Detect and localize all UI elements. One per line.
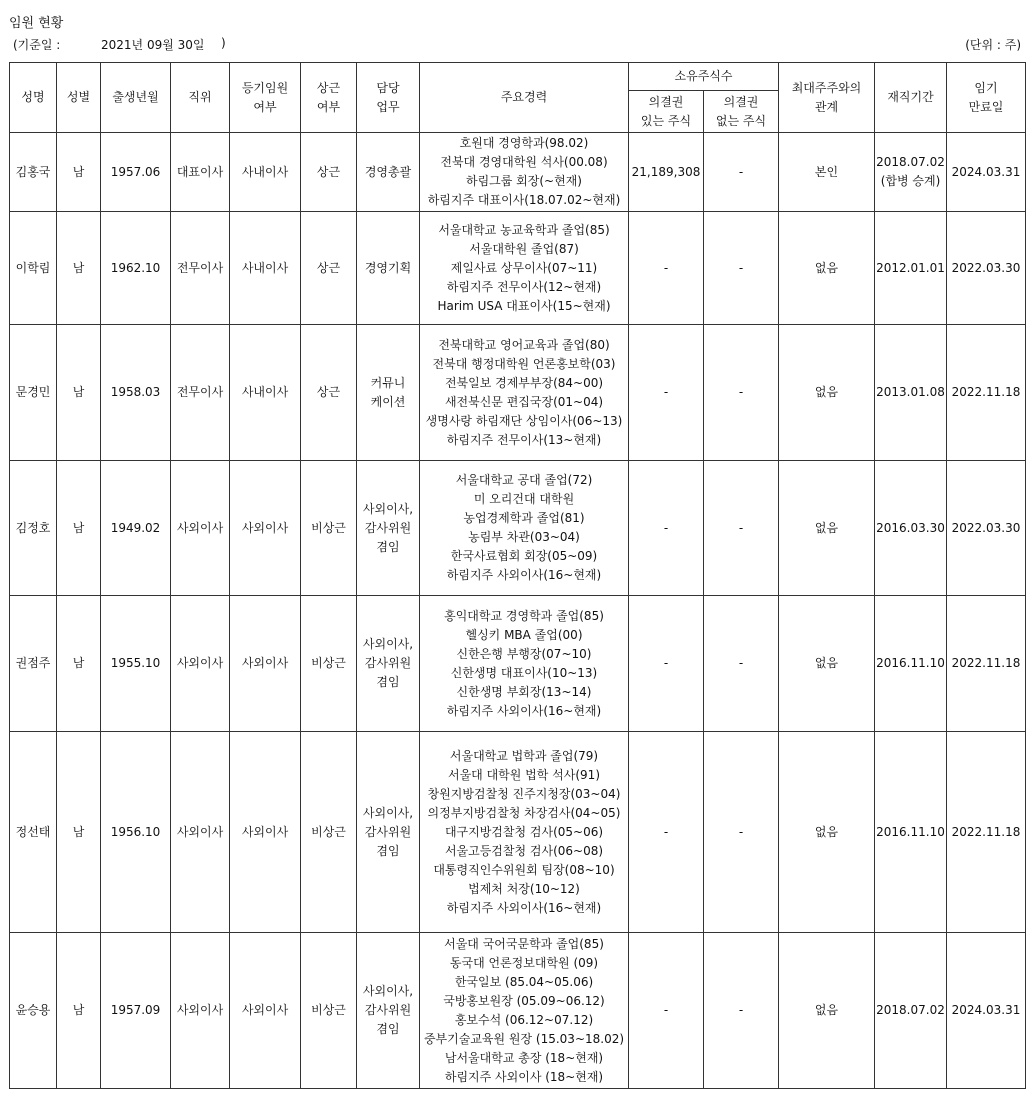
cell-career-line: 서울대학교 공대 졸업(72) — [455, 473, 593, 487]
cell-gender: 남 — [57, 732, 101, 933]
cell-registered: 사내이사 — [230, 325, 301, 461]
cell-career-line: 전북대 행정대학원 언론홍보학(03) — [432, 356, 616, 371]
cell-duty-line: 사외이사, — [362, 501, 414, 516]
basis-date: 2021년 09월 30일 — [101, 38, 205, 52]
cell-birth: 1962.10 — [101, 212, 171, 325]
cell-fulltime: 비상근 — [301, 732, 357, 933]
cell-nonvoting-shares: - — [704, 325, 779, 461]
table-row — [10, 933, 1026, 1089]
cell-career-line: 생명사랑 하림재단 상임이사(06~13) — [425, 413, 623, 428]
cell-career-line: 서울고등검찰청 검사(06~08) — [444, 843, 604, 858]
cell-nonvoting-shares: - — [704, 933, 779, 1089]
cell-term-end: 2022.03.30 — [947, 461, 1026, 596]
cell-voting-shares: - — [629, 732, 704, 933]
cell-registered: 사외이사 — [230, 596, 301, 732]
cell-career — [420, 212, 629, 325]
cell-career-line: 농림부 차관(03~04) — [468, 530, 580, 544]
cell-career-line: 하림그룹 회장(~현재) — [466, 174, 582, 188]
cell-nonvoting-shares: - — [704, 461, 779, 596]
cell-career — [420, 732, 629, 933]
cell-tenure — [875, 732, 947, 933]
basis-close: ) — [221, 36, 226, 50]
header-nonvoting-shares: 의결권 없는 주식 — [704, 91, 779, 133]
cell-position: 전무이사 — [171, 212, 230, 325]
cell-career — [420, 133, 629, 212]
cell-duty-line: 감사위원 — [364, 520, 412, 535]
cell-career — [420, 461, 629, 596]
table-row — [10, 596, 1026, 732]
cell-gender: 남 — [57, 461, 101, 596]
cell-tenure-line: 2012.01.01 — [876, 260, 945, 275]
cell-career-line: 의정부지방검찰청 차장검사(04~05) — [427, 805, 621, 820]
header-registered: 등기임원 여부 — [230, 63, 301, 133]
cell-career-line: 서울대 대학원 법학 석사(91) — [448, 767, 600, 782]
cell-registered: 사내이사 — [230, 133, 301, 212]
header-shares: 소유주식수 — [629, 63, 779, 91]
cell-career-line: 동국대 언론정보대학원 (09) — [449, 955, 599, 970]
cell-career-line: 한국일보 (85.04~05.06) — [454, 974, 594, 989]
executives-table — [9, 62, 1026, 1089]
cell-duty-line: 케이션 — [370, 394, 406, 409]
cell-career-line: 하림지주 전무이사(12~현재) — [446, 279, 602, 294]
cell-duty — [357, 461, 420, 596]
cell-duty — [357, 732, 420, 933]
cell-career-line: 대구지방검찰청 검사(05~06) — [444, 824, 604, 839]
cell-birth: 1957.06 — [101, 133, 171, 212]
cell-career-line: 전북대 경영대학원 석사(00.08) — [440, 155, 608, 169]
cell-duty — [357, 325, 420, 461]
basis-label: (기준일 : — [13, 38, 61, 52]
cell-name: 문경민 — [10, 325, 57, 461]
cell-position: 사외이사 — [171, 461, 230, 596]
cell-registered: 사내이사 — [230, 212, 301, 325]
basis-line — [9, 36, 1021, 52]
cell-relation: 없음 — [779, 325, 875, 461]
cell-position: 사외이사 — [171, 732, 230, 933]
cell-career-line: 농업경제학과 졸업(81) — [463, 511, 585, 525]
cell-tenure — [875, 933, 947, 1089]
cell-career-line: 하림지주 사외이사(16~현재) — [446, 900, 602, 915]
cell-tenure — [875, 596, 947, 732]
cell-duty-line: 겸임 — [376, 1022, 400, 1036]
cell-career-line: 서울대학교 농교육학과 졸업(85) — [438, 222, 610, 237]
cell-duty-line: 감사위원 — [364, 1003, 412, 1017]
cell-birth: 1956.10 — [101, 732, 171, 933]
cell-career-line: 서울대 국어국문학과 졸업(85) — [444, 936, 604, 951]
cell-term-end: 2024.03.31 — [947, 133, 1026, 212]
cell-name: 이학림 — [10, 212, 57, 325]
cell-tenure-line: 2016.03.30 — [876, 520, 945, 535]
header-gender: 성별 — [57, 63, 101, 133]
cell-position: 대표이사 — [171, 133, 230, 212]
header-tenure: 재직기간 — [875, 63, 947, 133]
cell-gender: 남 — [57, 325, 101, 461]
cell-birth: 1957.09 — [101, 933, 171, 1089]
cell-career-line: 남서울대학교 총장 (18~현재) — [444, 1050, 604, 1065]
cell-nonvoting-shares: - — [704, 133, 779, 212]
cell-name: 정선태 — [10, 732, 57, 933]
cell-duty-line: 감사위원 — [364, 824, 412, 839]
cell-career-line: 홍보수석 (06.12~07.12) — [454, 1012, 594, 1027]
cell-term-end: 2024.03.31 — [947, 933, 1026, 1089]
cell-career-line: 헬싱키 MBA 졸업(00) — [465, 627, 583, 642]
cell-tenure — [875, 212, 947, 325]
cell-term-end: 2022.03.30 — [947, 212, 1026, 325]
cell-voting-shares: - — [629, 325, 704, 461]
cell-birth: 1958.03 — [101, 325, 171, 461]
cell-voting-shares: - — [629, 596, 704, 732]
cell-career-line: 한국사료협회 회장(05~09) — [450, 549, 598, 563]
cell-tenure-line: 2018.07.02 — [876, 155, 945, 169]
cell-fulltime: 상근 — [301, 212, 357, 325]
cell-nonvoting-shares: - — [704, 596, 779, 732]
header-term-end: 임기 만료일 — [947, 63, 1026, 133]
cell-career-line: 새전북신문 편집국장(01~04) — [444, 394, 604, 409]
cell-relation: 없음 — [779, 933, 875, 1089]
table-row — [10, 732, 1026, 933]
cell-duty — [357, 212, 420, 325]
cell-term-end: 2022.11.18 — [947, 596, 1026, 732]
header-career: 주요경력 — [420, 63, 629, 133]
cell-career-line: 신한은행 부행장(07~10) — [456, 646, 592, 661]
cell-tenure — [875, 325, 947, 461]
cell-career-line: 홍익대학교 경영학과 졸업(85) — [444, 608, 604, 623]
cell-career-line: 대통령직인수위원회 팀장(08~10) — [433, 862, 615, 877]
cell-duty-line: 경영총괄 — [364, 164, 412, 179]
header-fulltime: 상근 여부 — [301, 63, 357, 133]
cell-duty — [357, 933, 420, 1089]
cell-birth: 1955.10 — [101, 596, 171, 732]
cell-duty-line: 겸임 — [376, 675, 400, 689]
cell-fulltime: 비상근 — [301, 933, 357, 1089]
table-row — [10, 325, 1026, 461]
cell-tenure — [875, 133, 947, 212]
cell-career — [420, 596, 629, 732]
header-voting-shares: 의결권 있는 주식 — [629, 91, 704, 133]
cell-career-line: 하림지주 전무이사(13~현재) — [446, 432, 602, 447]
cell-career-line: 중부기술교육원 원장 (15.03~18.02) — [423, 1031, 625, 1046]
cell-career-line: 하림지주 대표이사(18.07.02~현재) — [427, 193, 621, 207]
cell-gender: 남 — [57, 212, 101, 325]
cell-duty-line: 커뮤니 — [370, 375, 406, 390]
cell-position: 사외이사 — [171, 596, 230, 732]
page-title: 임원 현황 — [9, 16, 64, 31]
cell-tenure-line: 2013.01.08 — [876, 385, 945, 399]
cell-term-end: 2022.11.18 — [947, 325, 1026, 461]
cell-term-end: 2022.11.18 — [947, 732, 1026, 933]
cell-tenure-line: 2016.11.10 — [876, 824, 945, 839]
cell-name: 권점주 — [10, 596, 57, 732]
cell-career-line: Harim USA 대표이사(15~현재) — [437, 298, 611, 313]
cell-nonvoting-shares: - — [704, 212, 779, 325]
cell-career — [420, 325, 629, 461]
cell-gender: 남 — [57, 596, 101, 732]
cell-duty-line: 겸임 — [376, 843, 400, 858]
cell-position: 전무이사 — [171, 325, 230, 461]
cell-relation: 없음 — [779, 596, 875, 732]
cell-duty-line: 경영기획 — [364, 260, 412, 275]
header-name: 성명 — [10, 63, 57, 133]
cell-duty-line: 사외이사, — [362, 805, 414, 820]
header-duty: 담당 업무 — [357, 63, 420, 133]
cell-relation: 본인 — [779, 133, 875, 212]
cell-registered: 사외이사 — [230, 732, 301, 933]
cell-career-line: 창원지방검찰청 진주지청장(03~04) — [427, 786, 621, 801]
cell-registered: 사외이사 — [230, 933, 301, 1089]
table-row — [10, 212, 1026, 325]
cell-voting-shares: - — [629, 933, 704, 1089]
cell-career-line: 국방홍보원장 (05.09~06.12) — [443, 993, 605, 1008]
cell-gender: 남 — [57, 933, 101, 1089]
cell-career-line: 호원대 경영학과(98.02) — [459, 136, 589, 150]
cell-nonvoting-shares: - — [704, 732, 779, 933]
cell-career-line: 하림지주 사외이사(16~현재) — [446, 703, 602, 718]
unit-label: (단위 : 주) — [965, 38, 1021, 52]
cell-fulltime: 상근 — [301, 325, 357, 461]
cell-duty — [357, 596, 420, 732]
cell-career-line: 전북대학교 영어교육과 졸업(80) — [438, 337, 610, 352]
cell-voting-shares: - — [629, 212, 704, 325]
cell-career-line: 서울대학원 졸업(87) — [469, 241, 579, 256]
cell-fulltime: 비상근 — [301, 461, 357, 596]
cell-relation: 없음 — [779, 461, 875, 596]
table-row — [10, 133, 1026, 212]
table-row — [10, 461, 1026, 596]
cell-fulltime: 비상근 — [301, 596, 357, 732]
cell-career-line: 제일사료 상무이사(07~11) — [450, 260, 598, 275]
cell-name: 윤승용 — [10, 933, 57, 1089]
cell-duty — [357, 133, 420, 212]
cell-career-line: 하림지주 사외이사(16~현재) — [446, 568, 602, 582]
header-relation: 최대주주와의 관계 — [779, 63, 875, 133]
cell-registered: 사외이사 — [230, 461, 301, 596]
cell-voting-shares: - — [629, 461, 704, 596]
cell-relation: 없음 — [779, 212, 875, 325]
cell-career-line: 신한생명 대표이사(10~13) — [450, 665, 598, 680]
cell-duty-line: 사외이사, — [362, 637, 414, 651]
cell-career-line: 미 오리건대 대학원 — [473, 492, 575, 506]
cell-career-line: 법제처 처장(10~12) — [468, 881, 580, 896]
cell-name: 김정호 — [10, 461, 57, 596]
cell-duty-line: 겸임 — [376, 539, 400, 554]
header-position: 직위 — [171, 63, 230, 133]
cell-career — [420, 933, 629, 1089]
cell-fulltime: 상근 — [301, 133, 357, 212]
cell-career-line: 서울대학교 법학과 졸업(79) — [449, 748, 599, 763]
cell-career-line: 전북일보 경제부부장(84~00) — [444, 375, 604, 390]
cell-relation: 없음 — [779, 732, 875, 933]
cell-tenure-line: 2016.11.10 — [876, 656, 945, 670]
cell-career-line: 신한생명 부회장(13~14) — [456, 684, 592, 699]
header-birth: 출생년월 — [101, 63, 171, 133]
cell-gender: 남 — [57, 133, 101, 212]
cell-duty-line: 감사위원 — [364, 656, 412, 670]
cell-duty-line: 사외이사, — [362, 984, 414, 998]
cell-position: 사외이사 — [171, 933, 230, 1089]
cell-voting-shares: 21,189,308 — [629, 133, 704, 212]
cell-birth: 1949.02 — [101, 461, 171, 596]
cell-career-line: 하림지주 사외이사 (18~현재) — [444, 1069, 604, 1084]
cell-name: 김홍국 — [10, 133, 57, 212]
cell-tenure-line: 2018.07.02 — [876, 1003, 945, 1017]
cell-tenure — [875, 461, 947, 596]
cell-tenure-line: (합병 승계) — [880, 174, 941, 188]
